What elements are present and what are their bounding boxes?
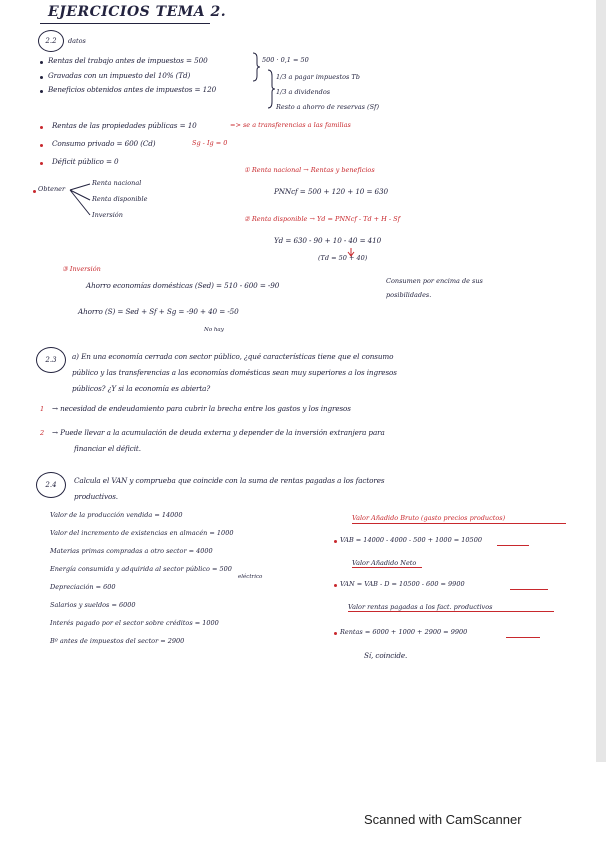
inversion-heading: ③ Inversión bbox=[62, 265, 101, 273]
scan-edge bbox=[596, 0, 606, 762]
sg-note: Sg - Ig = 0 bbox=[192, 139, 228, 147]
data-line-rentas-trabajo: Rentas del trabajo antes de impuestos = 500 bbox=[48, 56, 208, 65]
conclusion: Sí, coincide. bbox=[364, 651, 408, 660]
ahorro-domestico: Ahorro economías domésticas (Sed) = 510 - 600 = -90 bbox=[86, 281, 280, 290]
data-line-interes: Interés pagado por el sector sobre créditos = 1000 bbox=[50, 619, 219, 627]
arrow-down-td bbox=[348, 248, 354, 256]
consume-note-2: posibilidades. bbox=[386, 291, 432, 299]
datos-label: datos bbox=[68, 37, 86, 45]
answer-2-number: 2 bbox=[40, 429, 45, 437]
transfers-note: => se a transferencias a las familias bbox=[230, 121, 351, 129]
branch-renta-nacional: Renta nacional bbox=[92, 179, 142, 187]
exercise-number-2-3: 2.3 bbox=[36, 347, 66, 373]
data-line-produccion: Valor de la producción vendida = 14000 bbox=[50, 511, 183, 519]
data-line-consumo: Consumo privado = 600 (Cd) bbox=[52, 139, 156, 148]
exercise-number-2-4: 2.4 bbox=[36, 472, 66, 498]
rentas-calculation: Rentas = 6000 + 1000 + 2900 = 9900 bbox=[340, 628, 468, 636]
tax-calculation: 500 · 0,1 = 50 bbox=[262, 56, 309, 64]
answer-2-3-line-2b: financiar el déficit. bbox=[74, 444, 141, 453]
brace-beneficios bbox=[268, 70, 275, 108]
question-2-3-line-2: público y las transferencias a las economías domésticas sean muy superiores a los ingresos bbox=[72, 368, 397, 377]
consume-note-1: Consumen por encima de sus bbox=[386, 277, 483, 285]
yd-calculation: Yd = 630 - 90 + 10 - 40 = 410 bbox=[274, 236, 382, 245]
data-line-salarios: Salarios y sueldos = 6000 bbox=[50, 601, 136, 609]
ahorro-total: Ahorro (S) = Sed + Sf + Sg = -90 + 40 = -50 bbox=[78, 307, 239, 316]
renta-disponible-heading: ② Renta disponible → Yd = PNNcf - Td + H - Sf bbox=[244, 215, 401, 223]
data-line-impuesto: Gravadas con un impuesto del 10% (Td) bbox=[48, 71, 191, 80]
pay-tax-note: 1/3 a pagar impuestos Tb bbox=[276, 73, 360, 81]
obtener-label: Obtener bbox=[38, 185, 66, 193]
page-title: EJERCICIOS TEMA 2. bbox=[48, 4, 227, 20]
no-hay-note: No hay bbox=[204, 327, 224, 333]
electrico-note: eléctrico bbox=[238, 574, 263, 580]
van-calculation: VAN = VAB - D = 10500 - 600 = 9900 bbox=[340, 580, 465, 588]
question-2-4-line-1: Calcula el VAN y comprueba que coincide con la suma de rentas pagadas a los factores bbox=[74, 476, 385, 485]
brace-tax bbox=[253, 53, 260, 81]
rentas-heading: Valor rentas pagadas a los fact. productivos bbox=[348, 603, 493, 611]
question-2-3-line-3: públicos? ¿Y si la economía es abierta? bbox=[72, 384, 211, 393]
branch-inversion: Inversión bbox=[92, 211, 123, 219]
data-line-existencias: Valor del incremento de existencias en almacén = 1000 bbox=[50, 529, 234, 537]
answer-1-number: 1 bbox=[40, 405, 45, 413]
branch-lines bbox=[70, 184, 90, 215]
pnn-calculation: PNNcf = 500 + 120 + 10 = 630 bbox=[274, 187, 388, 196]
renta-nacional-heading: ① Renta nacional → Rentas y beneficios bbox=[244, 166, 375, 174]
vab-heading: Valor Añadido Bruto (gasto precios productos) bbox=[352, 514, 506, 522]
data-line-depreciacion: Depreciación = 600 bbox=[50, 583, 116, 591]
question-2-3-line-1: a) En una economía cerrada con sector público, ¿qué características tiene que el consumo bbox=[72, 352, 394, 361]
question-2-4-line-2: productivos. bbox=[74, 492, 118, 501]
reserves-note: Resto a ahorro de reservas (Sf) bbox=[276, 103, 379, 111]
exercise-number-2-2: 2.2 bbox=[38, 30, 64, 52]
data-line-energia: Energía consumida y adquirida al sector público = 500 bbox=[50, 565, 232, 573]
data-line-propiedades: Rentas de las propiedades públicas = 10 bbox=[52, 121, 197, 130]
data-line-deficit: Déficit público = 0 bbox=[52, 157, 119, 166]
van-heading: Valor Añadido Neto bbox=[352, 559, 417, 567]
data-line-materias: Materias primas compradas a otro sector = 4000 bbox=[50, 547, 213, 555]
answer-2-3-line-2a: → Puede llevar a la acumulación de deuda externa y depender de la inversión extranjera para bbox=[52, 428, 385, 437]
data-line-beneficios: Beneficios obtenidos antes de impuestos = 120 bbox=[48, 85, 217, 94]
dividends-note: 1/3 a dividendos bbox=[276, 88, 331, 96]
data-line-beneficio: Bº antes de impuestos del sector = 2900 bbox=[50, 637, 185, 645]
branch-renta-disponible: Renta disponible bbox=[92, 195, 148, 203]
answer-2-3-line-1: → necesidad de endeudamiento para cubrir la brecha entre los gastos y los ingresos bbox=[52, 404, 351, 413]
vab-calculation: VAB = 14000 - 4000 - 500 + 1000 = 10500 bbox=[340, 536, 482, 544]
td-sf-note: (Td = 50 + 40) bbox=[318, 254, 368, 262]
camscanner-watermark: Scanned with CamScanner bbox=[364, 812, 522, 827]
